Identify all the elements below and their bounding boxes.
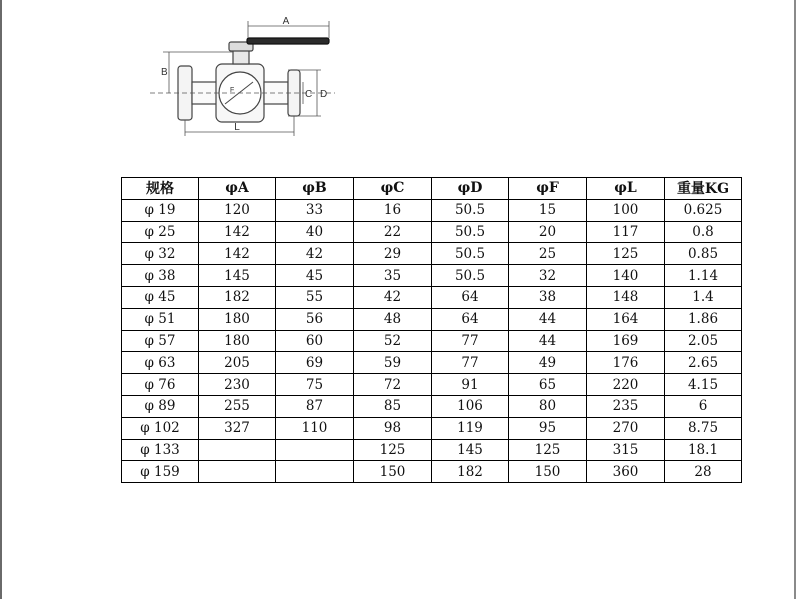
table-cell: 100 <box>587 199 665 221</box>
table-cell: 235 <box>587 395 665 417</box>
table-cell: 125 <box>354 439 432 461</box>
table-cell: 77 <box>432 352 509 374</box>
dim-label-b: B <box>161 67 168 78</box>
table-cell: 180 <box>199 330 276 352</box>
table-cell: 98 <box>354 417 432 439</box>
table-cell: 180 <box>199 308 276 330</box>
table-cell: 80 <box>509 395 587 417</box>
header-b: φB <box>276 178 354 200</box>
table-cell: 360 <box>587 461 665 483</box>
table-cell: 169 <box>587 330 665 352</box>
table-cell: 91 <box>432 374 509 396</box>
table-cell: 4.15 <box>665 374 742 396</box>
table-row <box>122 395 742 417</box>
table-cell: 69 <box>276 352 354 374</box>
table-cell: 25 <box>509 243 587 265</box>
table-cell: φ 57 <box>122 330 199 352</box>
table-cell: 15 <box>509 199 587 221</box>
table-cell: 32 <box>509 265 587 287</box>
table-cell: φ 102 <box>122 417 199 439</box>
table-cell: 77 <box>432 330 509 352</box>
table-cell: 182 <box>432 461 509 483</box>
header-weight: 重量KG <box>665 178 742 200</box>
table-cell: 0.8 <box>665 221 742 243</box>
table-cell: 50.5 <box>432 221 509 243</box>
table-cell: 176 <box>587 352 665 374</box>
table-cell: 29 <box>354 243 432 265</box>
table-cell: 2.05 <box>665 330 742 352</box>
ball-valve-diagram <box>145 12 345 142</box>
table-cell: 220 <box>587 374 665 396</box>
table-cell: 315 <box>587 439 665 461</box>
table-row <box>122 243 742 265</box>
table-cell: 255 <box>199 395 276 417</box>
table-cell: 50.5 <box>432 265 509 287</box>
table-cell: 87 <box>276 395 354 417</box>
table-cell: 42 <box>354 286 432 308</box>
table-cell: 56 <box>276 308 354 330</box>
table-cell: 182 <box>199 286 276 308</box>
table-cell: 110 <box>276 417 354 439</box>
table-cell: 120 <box>199 199 276 221</box>
table-row <box>122 265 742 287</box>
table-cell: 45 <box>276 265 354 287</box>
header-l: φL <box>587 178 665 200</box>
spec-table <box>121 177 742 483</box>
table-cell: 59 <box>354 352 432 374</box>
table-cell: 55 <box>276 286 354 308</box>
table-row <box>122 352 742 374</box>
table-cell: 44 <box>509 308 587 330</box>
table-row <box>122 199 742 221</box>
table-cell: 28 <box>665 461 742 483</box>
table-cell: 35 <box>354 265 432 287</box>
table-cell: 20 <box>509 221 587 243</box>
table-cell: 52 <box>354 330 432 352</box>
table-cell: 1.14 <box>665 265 742 287</box>
table-cell: φ 19 <box>122 199 199 221</box>
table-cell <box>276 461 354 483</box>
table-cell: 95 <box>509 417 587 439</box>
table-cell: 18.1 <box>665 439 742 461</box>
table-cell: 145 <box>199 265 276 287</box>
table-cell: 2.65 <box>665 352 742 374</box>
table-cell: 42 <box>276 243 354 265</box>
table-cell: 164 <box>587 308 665 330</box>
dim-label-a: A <box>282 16 290 27</box>
table-cell: 64 <box>432 286 509 308</box>
table-cell: 40 <box>276 221 354 243</box>
header-f: φF <box>509 178 587 200</box>
table-cell: 16 <box>354 199 432 221</box>
table-cell: 72 <box>354 374 432 396</box>
header-a: φA <box>199 178 276 200</box>
table-cell: 125 <box>587 243 665 265</box>
table-header-row <box>122 178 742 200</box>
table-cell: φ 38 <box>122 265 199 287</box>
table-cell: 230 <box>199 374 276 396</box>
left-window-border <box>0 0 2 599</box>
header-c: φC <box>354 178 432 200</box>
table-cell: 142 <box>199 243 276 265</box>
table-row <box>122 221 742 243</box>
table-row <box>122 461 742 483</box>
table-row <box>122 308 742 330</box>
table-cell: 119 <box>432 417 509 439</box>
dim-label-l: L <box>234 122 240 133</box>
table-cell: 1.86 <box>665 308 742 330</box>
table-cell: 270 <box>587 417 665 439</box>
table-cell: 8.75 <box>665 417 742 439</box>
table-cell: φ 89 <box>122 395 199 417</box>
table-cell: 117 <box>587 221 665 243</box>
table-cell: 0.85 <box>665 243 742 265</box>
table-row <box>122 286 742 308</box>
table-cell: 38 <box>509 286 587 308</box>
table-cell <box>199 439 276 461</box>
table-cell: 49 <box>509 352 587 374</box>
table-cell: 75 <box>276 374 354 396</box>
table-cell: 48 <box>354 308 432 330</box>
table-cell: 150 <box>354 461 432 483</box>
table-cell: 44 <box>509 330 587 352</box>
table-cell: 22 <box>354 221 432 243</box>
table-cell: 142 <box>199 221 276 243</box>
table-cell: 0.625 <box>665 199 742 221</box>
table-cell: 85 <box>354 395 432 417</box>
table-row <box>122 417 742 439</box>
table-cell: 106 <box>432 395 509 417</box>
table-cell: 50.5 <box>432 243 509 265</box>
dim-label-d: D <box>320 89 328 100</box>
header-spec: 规格 <box>122 178 199 200</box>
table-cell: φ 45 <box>122 286 199 308</box>
table-cell: 65 <box>509 374 587 396</box>
table-cell: 6 <box>665 395 742 417</box>
table-cell: φ 63 <box>122 352 199 374</box>
table-cell: φ 133 <box>122 439 199 461</box>
table-cell: 205 <box>199 352 276 374</box>
table-cell: φ 51 <box>122 308 199 330</box>
table-row <box>122 439 742 461</box>
table-row <box>122 330 742 352</box>
table-cell: 150 <box>509 461 587 483</box>
table-cell: 1.4 <box>665 286 742 308</box>
table-cell: 148 <box>587 286 665 308</box>
table-cell: 33 <box>276 199 354 221</box>
table-cell: 145 <box>432 439 509 461</box>
table-cell: 125 <box>509 439 587 461</box>
table-cell: 140 <box>587 265 665 287</box>
table-cell: φ 25 <box>122 221 199 243</box>
table-row <box>122 374 742 396</box>
table-cell <box>276 439 354 461</box>
table-cell: 60 <box>276 330 354 352</box>
table-cell: φ 76 <box>122 374 199 396</box>
dim-label-c: C <box>305 89 313 100</box>
dim-label-f: F <box>230 87 235 94</box>
header-d: φD <box>432 178 509 200</box>
table-cell: 327 <box>199 417 276 439</box>
table-cell: φ 159 <box>122 461 199 483</box>
table-cell: 50.5 <box>432 199 509 221</box>
table-cell: 64 <box>432 308 509 330</box>
table-cell <box>199 461 276 483</box>
table-cell: φ 32 <box>122 243 199 265</box>
